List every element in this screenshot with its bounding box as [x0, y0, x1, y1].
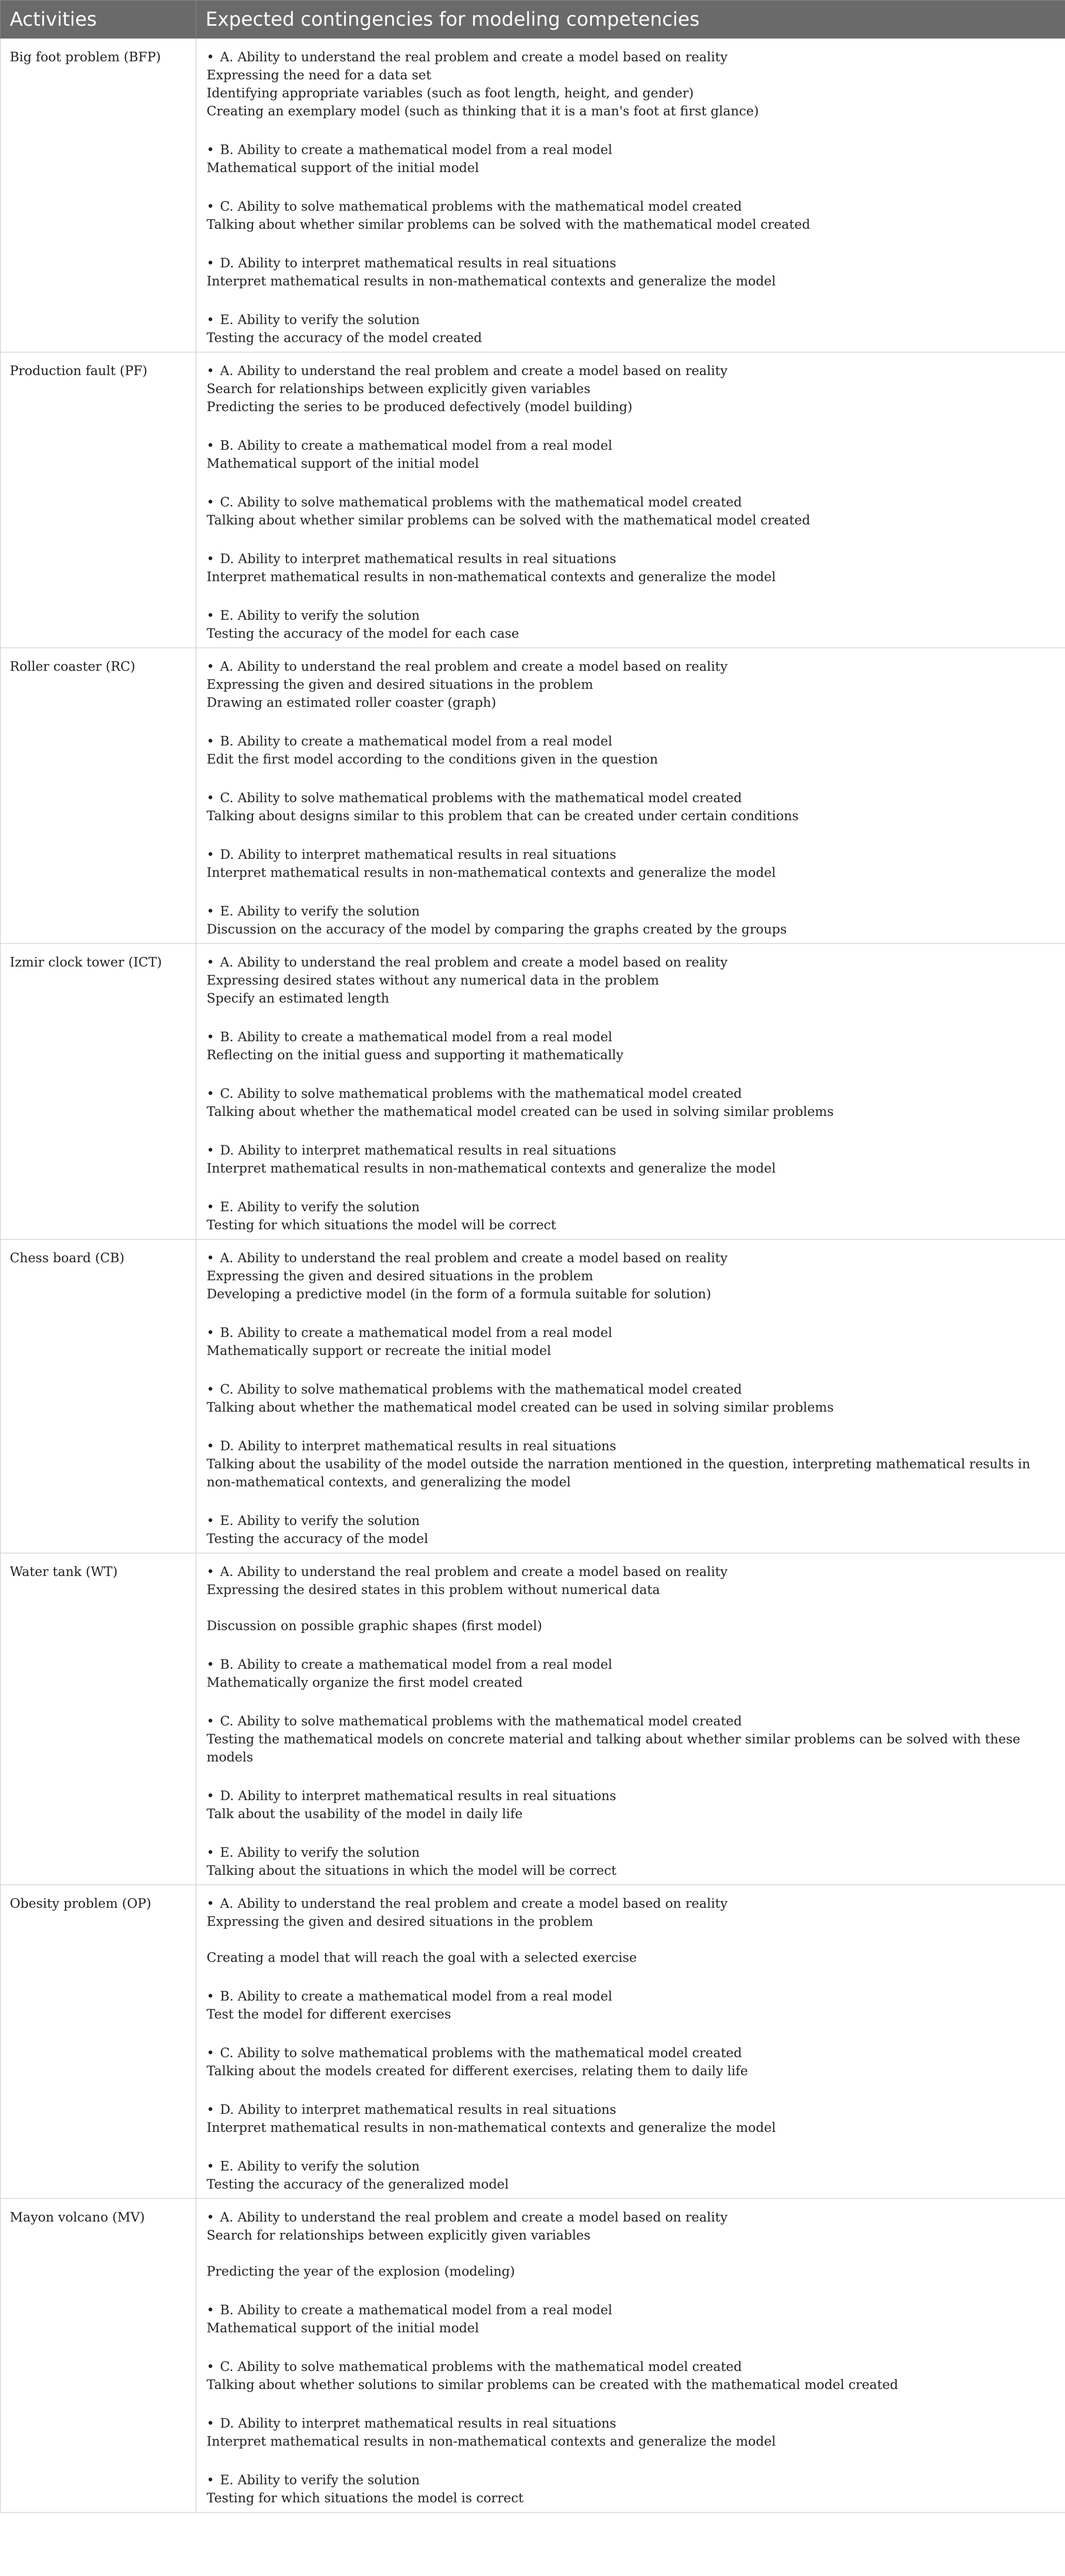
contingency-line: Mathematically support or recreate the initial model [207, 1343, 551, 1358]
competency-heading: • D. Ability to interpret mathematical results in real situations [207, 550, 1056, 568]
activity-cell: Chess board (CB) [1, 1240, 196, 1553]
contingency-line: Talking about whether the mathematical model created can be used in solving similar problems [207, 1400, 834, 1415]
contingencies-cell [196, 944, 1065, 1240]
contingency-line: Developing a predictive model (in the form of a formula suitable for solution) [207, 1286, 712, 1301]
contingency-line: Talking about the usability of the model outside the narration mentioned in the question, interpreting mathematical results in non-mathematical contexts, and generalizing the model [207, 1456, 1030, 1489]
competency-heading: • C. Ability to solve mathematical problems with the mathematical model created [207, 1380, 1056, 1398]
group-spacer [207, 1177, 1056, 1198]
table-row [1, 1553, 1065, 1885]
contingency-line: Interpret mathematical results in non-mathematical contexts and generalize the model [207, 569, 776, 584]
competency-heading: • C. Ability to solve mathematical problems with the mathematical model created [207, 197, 1056, 215]
contingencies-cell [196, 352, 1065, 648]
activity-cell: Mayon volcano (MV) [1, 2199, 196, 2513]
contingency-line: Interpret mathematical results in non-mathematical contexts and generalize the model [207, 2120, 776, 2135]
group-spacer [207, 2023, 1056, 2044]
group-spacer [207, 1635, 1056, 1655]
competency-heading: • D. Ability to interpret mathematical results in real situations [207, 1437, 1056, 1455]
contingency-line: Drawing an estimated roller coaster (graph) [207, 695, 497, 710]
group-spacer [207, 1360, 1056, 1380]
competency-heading: • C. Ability to solve mathematical problems with the mathematical model created [207, 2358, 1056, 2376]
activity-cell: Big foot problem (BFP) [1, 39, 196, 352]
line-spacer [207, 2244, 1056, 2262]
contingencies-cell [196, 2199, 1065, 2513]
competency-heading: • E. Ability to verify the solution [207, 606, 1056, 624]
group-spacer [207, 177, 1056, 197]
group-spacer [207, 1303, 1056, 1324]
contingency-line: Testing for which situations the model is correct [207, 2490, 524, 2505]
line-spacer [207, 1599, 1056, 1617]
competency-heading: • D. Ability to interpret mathematical results in real situations [207, 2414, 1056, 2432]
group-spacer [207, 1823, 1056, 1843]
group-spacer [207, 882, 1056, 902]
group-spacer [207, 1416, 1056, 1437]
contingency-line: Talking about whether solutions to similar problems can be created with the mathematical model created [207, 2377, 899, 2392]
competency-heading: • E. Ability to verify the solution [207, 2471, 1056, 2489]
contingencies-cell [196, 1553, 1065, 1885]
header-row [1, 1, 1065, 39]
contingency-line: Talking about designs similar to this problem that can be created under certain conditions [207, 808, 799, 823]
competency-heading: • C. Ability to solve mathematical problems with the mathematical model created [207, 493, 1056, 511]
competency-heading: • D. Ability to interpret mathematical results in real situations [207, 254, 1056, 272]
contingency-line: Interpret mathematical results in non-mathematical contexts and generalize the model [207, 1161, 776, 1176]
contingency-line: Interpret mathematical results in non-mathematical contexts and generalize the model [207, 2434, 776, 2449]
table-row [1, 648, 1065, 944]
group-spacer [207, 2337, 1056, 2358]
contingency-line: Talking about the models created for different exercises, relating them to daily life [207, 2063, 748, 2078]
group-spacer [207, 1967, 1056, 1987]
group-spacer [207, 2080, 1056, 2100]
contingency-line: Expressing desired states without any numerical data in the problem [207, 973, 660, 988]
activity-cell: Production fault (PF) [1, 352, 196, 648]
contingency-line: Specify an estimated length [207, 991, 390, 1006]
competency-heading: • D. Ability to interpret mathematical results in real situations [207, 845, 1056, 863]
contingency-line: Test the model for different exercises [207, 2007, 451, 2022]
contingency-line: Expressing the given and desired situations in the problem [207, 1914, 594, 1929]
contingency-line: Edit the first model according to the conditions given in the question [207, 752, 658, 767]
competency-heading: • E. Ability to verify the solution [207, 1512, 1056, 1530]
contingency-line: Mathematical support of the initial model [207, 456, 479, 471]
contingency-line: Talking about whether similar problems can be solved with the mathematical model created [207, 217, 810, 232]
group-spacer [207, 233, 1056, 254]
contingency-line: Expressing the desired states in this problem without numerical data [207, 1582, 660, 1597]
line-spacer [207, 1930, 1056, 1948]
contingency-line: Discussion on possible graphic shapes (first model) [207, 1618, 543, 1633]
contingency-line: Mathematically organize the first model created [207, 1675, 523, 1690]
contingency-line: Mathematical support of the initial model [207, 160, 479, 175]
group-spacer [207, 1007, 1056, 1028]
competency-heading: • C. Ability to solve mathematical problems with the mathematical model created [207, 2044, 1056, 2062]
contingency-line: Talk about the usability of the model in daily life [207, 1806, 523, 1821]
group-spacer [207, 825, 1056, 845]
group-spacer [207, 711, 1056, 732]
competency-heading: • E. Ability to verify the solution [207, 1843, 1056, 1861]
activity-cell: Roller coaster (RC) [1, 648, 196, 944]
table-row [1, 944, 1065, 1240]
group-spacer [207, 120, 1056, 141]
contingencies-cell [196, 39, 1065, 352]
contingency-line: Testing the accuracy of the generalized model [207, 2177, 509, 2192]
contingency-line: Testing the accuracy of the model for each case [207, 626, 519, 641]
contingency-line: Testing the accuracy of the model [207, 1531, 428, 1546]
group-spacer [207, 768, 1056, 789]
contingency-line: Expressing the given and desired situations in the problem [207, 1268, 594, 1283]
contingency-line: Search for relationships between explicitly given variables [207, 381, 590, 396]
group-spacer [207, 529, 1056, 550]
table-row [1, 1240, 1065, 1553]
contingency-line: Talking about whether similar problems can be solved with the mathematical model created [207, 513, 810, 528]
competency-heading: • B. Ability to create a mathematical model from a real model [207, 1324, 1056, 1342]
table-row [1, 39, 1065, 352]
contingency-line: Predicting the year of the explosion (modeling) [207, 2264, 515, 2279]
contingency-line: Creating an exemplary model (such as thinking that it is a man's foot at first glance) [207, 104, 759, 118]
contingency-line: Talking about the situations in which the model will be correct [207, 1863, 617, 1878]
activity-cell: Water tank (WT) [1, 1553, 196, 1885]
header-contingencies: Expected contingencies for modeling competencies [196, 1, 1065, 39]
contingencies-cell [196, 1885, 1065, 2199]
competency-heading: • B. Ability to create a mathematical model from a real model [207, 1987, 1056, 2005]
competency-heading: • A. Ability to understand the real problem and create a model based on reality [207, 1894, 1056, 1912]
competency-heading: • B. Ability to create a mathematical model from a real model [207, 732, 1056, 750]
competency-heading: • A. Ability to understand the real problem and create a model based on reality [207, 657, 1056, 675]
contingency-line: Testing for which situations the model will be correct [207, 1217, 556, 1232]
table-body [1, 39, 1065, 2513]
competency-heading: • E. Ability to verify the solution [207, 1198, 1056, 1216]
group-spacer [207, 586, 1056, 606]
contingency-line: Mathematical support of the initial model [207, 2320, 479, 2335]
competency-heading: • B. Ability to create a mathematical model from a real model [207, 1028, 1056, 1046]
competency-heading: • B. Ability to create a mathematical model from a real model [207, 1655, 1056, 1673]
group-spacer [207, 1766, 1056, 1787]
competency-heading: • A. Ability to understand the real problem and create a model based on reality [207, 1249, 1056, 1267]
competency-heading: • C. Ability to solve mathematical problems with the mathematical model created [207, 1084, 1056, 1103]
contingency-line: Reflecting on the initial guess and supporting it mathematically [207, 1047, 623, 1062]
contingency-line: Identifying appropriate variables (such as foot length, height, and gender) [207, 86, 694, 100]
group-spacer [207, 1121, 1056, 1141]
table-row [1, 1885, 1065, 2199]
header-activities: Activities [1, 1, 196, 39]
contingency-line: Testing the mathematical models on concrete material and talking about whether similar problems can be solved with these models [207, 1732, 1021, 1765]
group-spacer [207, 2450, 1056, 2471]
competency-heading: • A. Ability to understand the real problem and create a model based on reality [207, 953, 1056, 971]
group-spacer [207, 290, 1056, 311]
competency-heading: • E. Ability to verify the solution [207, 2157, 1056, 2175]
group-spacer [207, 1691, 1056, 1712]
competency-heading: • C. Ability to solve mathematical problems with the mathematical model created [207, 789, 1056, 807]
competency-heading: • E. Ability to verify the solution [207, 311, 1056, 329]
table-row [1, 2199, 1065, 2513]
competency-heading: • D. Ability to interpret mathematical results in real situations [207, 1141, 1056, 1159]
contingency-line: Interpret mathematical results in non-mathematical contexts and generalize the model [207, 865, 776, 880]
contingencies-cell [196, 1240, 1065, 1553]
contingency-line: Expressing the need for a data set [207, 67, 431, 82]
competency-heading: • B. Ability to create a mathematical model from a real model [207, 2301, 1056, 2319]
competency-heading: • C. Ability to solve mathematical problems with the mathematical model created [207, 1712, 1056, 1730]
contingency-line: Interpret mathematical results in non-mathematical contexts and generalize the model [207, 274, 776, 289]
competency-heading: • A. Ability to understand the real problem and create a model based on reality [207, 362, 1056, 380]
group-spacer [207, 2280, 1056, 2301]
contingency-line: Expressing the given and desired situations in the problem [207, 677, 594, 692]
contingency-line: Creating a model that will reach the goal with a selected exercise [207, 1950, 637, 1965]
competency-heading: • A. Ability to understand the real problem and create a model based on reality [207, 1563, 1056, 1581]
contingency-line: Predicting the series to be produced defectively (model building) [207, 399, 633, 414]
activity-cell: Izmir clock tower (ICT) [1, 944, 196, 1240]
competency-heading: • B. Ability to create a mathematical model from a real model [207, 141, 1056, 159]
table-row [1, 352, 1065, 648]
group-spacer [207, 1064, 1056, 1084]
group-spacer [207, 416, 1056, 436]
contingency-line: Testing the accuracy of the model created [207, 330, 482, 345]
competency-heading: • E. Ability to verify the solution [207, 902, 1056, 920]
competency-heading: • D. Ability to interpret mathematical results in real situations [207, 1787, 1056, 1805]
contingency-line: Search for relationships between explicitly given variables [207, 2228, 590, 2243]
group-spacer [207, 472, 1056, 493]
group-spacer [207, 2137, 1056, 2157]
competency-heading: • D. Ability to interpret mathematical results in real situations [207, 2100, 1056, 2119]
group-spacer [207, 1491, 1056, 1512]
contingencies-cell [196, 648, 1065, 944]
competency-heading: • A. Ability to understand the real problem and create a model based on reality [207, 2208, 1056, 2226]
contingency-line: Talking about whether the mathematical model created can be used in solving similar problems [207, 1104, 834, 1119]
group-spacer [207, 2394, 1056, 2414]
contingency-line: Discussion on the accuracy of the model by comparing the graphs created by the groups [207, 922, 787, 937]
activity-cell: Obesity problem (OP) [1, 1885, 196, 2199]
competency-heading: • A. Ability to understand the real problem and create a model based on reality [207, 48, 1056, 66]
competency-heading: • B. Ability to create a mathematical model from a real model [207, 436, 1056, 454]
